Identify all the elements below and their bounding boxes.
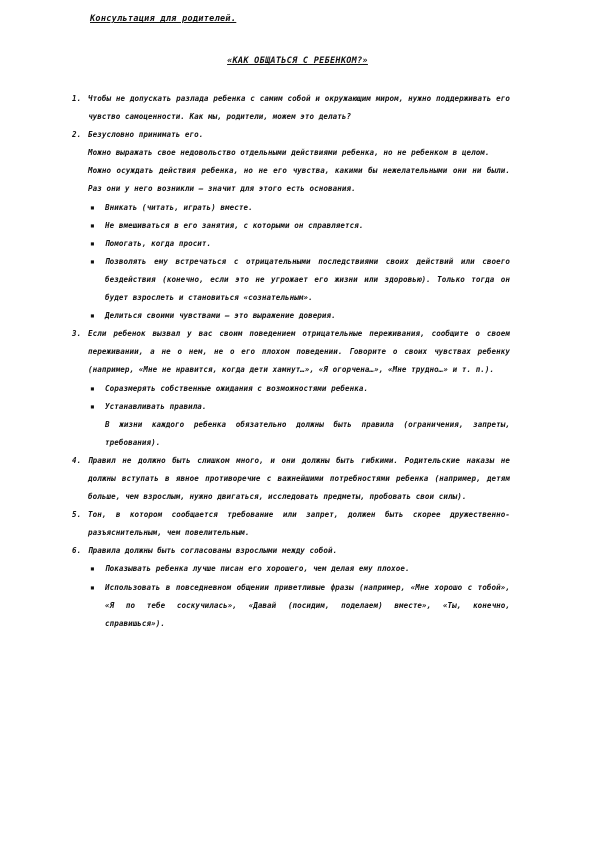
- bullet-list: [88, 560, 510, 632]
- item-paragraph: Можно осуждать действия ребенка, но не его чувства, какими бы нежелательными они ни были. Раз они у него возникли – значит для этого есть основания.: [88, 166, 510, 194]
- item-number: 3.: [72, 329, 82, 339]
- item-lead: Безусловно принимать его.: [88, 130, 204, 140]
- item-text: Чтобы не допускать разлада ребенка с самим собой и окружающим миром, нужно поддерживать его чувство самоценности. Как мы, родители, можем это делать?: [88, 94, 510, 122]
- item-paragraph: В жизни каждого ребенка обязательно должны быть правила (ограничения, запреты, требования).: [105, 419, 510, 447]
- item-text: Правила должны быть согласованы взрослыми между собой.: [88, 546, 338, 556]
- bullet-item: ▪ Позволять ему встречаться с отрицательными последствиями своих действий или своего бездействия (конечно, если это не угрожает его жизни или здоровью). Только тогда он будет взрослеть и становиться «сознательным».: [88, 253, 510, 307]
- list-item-6: [72, 542, 510, 632]
- list-item-5: [72, 506, 510, 542]
- item-number: 1.: [72, 94, 82, 103]
- list-item-1: [72, 90, 510, 126]
- bullet-item: ▪ Не вмешиваться в его занятия, с которыми он справляется.: [88, 217, 510, 235]
- bullet-item: ▪ Соразмерять собственные ожидания с возможностями ребенка.: [88, 380, 510, 398]
- document-header: Консультация для родителей.: [90, 14, 237, 24]
- item-text: Тон, в котором сообщается требование или запрет, должен быть скорее дружественно-разъяснительным, чем повелительным.: [88, 510, 510, 538]
- bullet-item: ▪ Делиться своими чувствами – это выражение доверия.: [88, 307, 510, 325]
- item-number: 4.: [72, 455, 82, 465]
- list-item-3: [72, 325, 510, 452]
- item-text: Правил не должно быть слишком много, и они должны быть гибкими. Родительские наказы не должны вступать в явное противоречие с важнейшими потребностями ребенка (например, детям больше, чем взрослым, нужно двигаться, исследовать предметы, пробовать свои силы).: [88, 455, 510, 502]
- bullet-item: ▪ Показывать ребенка лучше писан его хорошего, чем делая ему плохое.: [88, 560, 510, 578]
- document-title: «КАК ОБЩАТЬСЯ С РЕБЕНКОМ?»: [227, 56, 368, 66]
- bullet-item: ▪ Помогать, когда просит.: [88, 235, 510, 253]
- bullet-item: ▪ Устанавливать правила.: [88, 398, 510, 416]
- numbered-list: [72, 90, 510, 633]
- document-body: [72, 90, 510, 633]
- list-item-4: [72, 452, 510, 506]
- bullet-item: ▪ Вникать (читать, играть) вместе.: [88, 199, 510, 217]
- item-number: 6.: [72, 546, 82, 556]
- item-number: 5.: [72, 510, 82, 520]
- bullet-item: ▪ Использовать в повседневном общении приветливые фразы (например, «Мне хорошо с тобой», «Я по тебе соскучилась», «Давай (посидим, поделаем) вместе», «Ты, конечно, справишься»).: [88, 579, 510, 633]
- bullet-list: [88, 199, 510, 326]
- bullet-list: [88, 380, 510, 416]
- item-number: 2.: [72, 130, 82, 140]
- item-paragraph: Можно выражать свое недовольство отдельными действиями ребенка, но не ребенком в целом.: [88, 148, 490, 158]
- list-item-2: [72, 126, 510, 325]
- item-text: Если ребенок вызвал у вас своим поведением отрицательные переживания, сообщите о своем переживании, а не о нем, не о его плохом поведении. Говорите о своих чувствах ребенку (например, «Мне не нравится, когда дети хамнут…», «Я огорчена…», «Мне трудно…» и т. п.).: [88, 329, 510, 375]
